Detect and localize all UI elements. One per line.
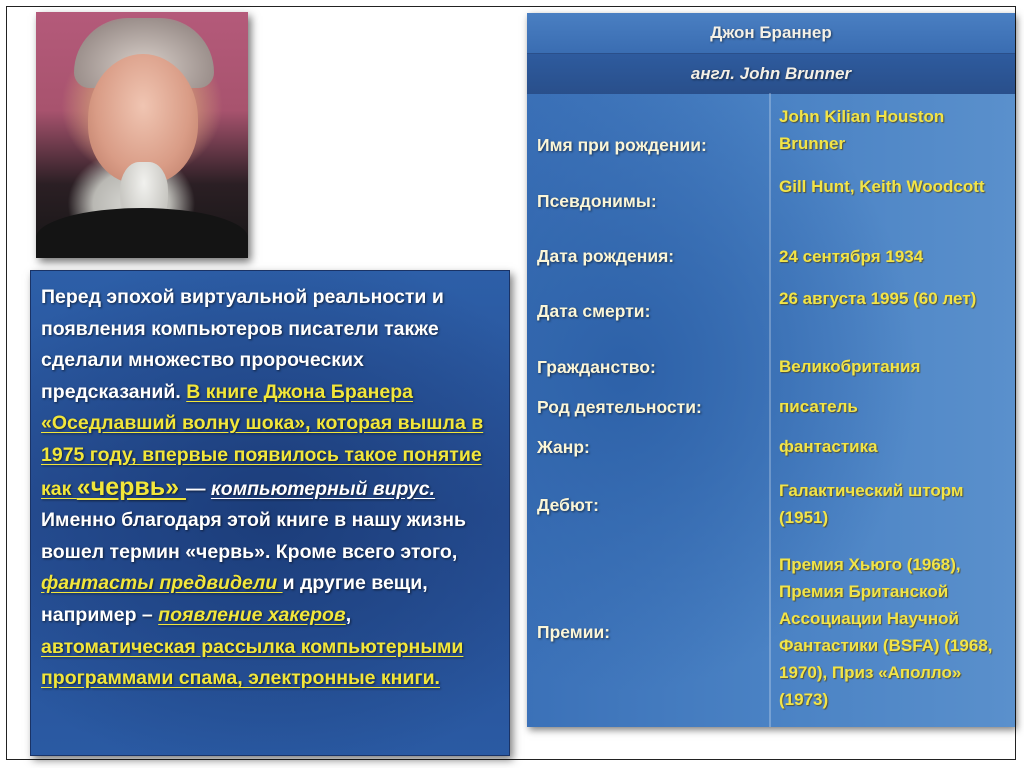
author-portrait [36,12,248,258]
portrait-shirt [36,208,248,258]
foresaw-highlight: фантасты предвидели [41,572,283,595]
row-value: 24 сентября 1934 [779,247,924,266]
row-value: Gill Hunt, Keith Woodcott [779,177,985,196]
row-value: Великобритания [779,357,921,376]
infobox-title: Джон Браннер [527,13,1015,54]
description-panel [30,270,510,756]
row-label: Имя при рождении: [537,134,707,155]
row-value: писатель [779,397,858,416]
book-highlight: В книге Джона Бранера «Оседлавший волну шока», которая вышла в 1975 году, впервые появилось такое понятие как [41,380,484,500]
infobox-row [527,477,1015,533]
infobox-row [527,393,1015,421]
row-label: Дата смерти: [537,300,651,321]
row-label: Дата рождения: [537,245,675,266]
other-things-text: и другие вещи, например – [41,572,428,626]
spam-highlight: автоматическая рассылка компьютерными программами спама, электронные книги. [41,635,464,690]
infobox-row [527,283,1015,339]
row-value: фантастика [779,437,878,456]
row-value: Премия Хьюго (1968), Премия Британской Ассоциации Научной Фантастики (BSFA) (1968, 1970), Приз «Аполло» (1973) [779,555,993,709]
row-label: Дебют: [537,494,599,515]
comma-text: , [345,603,352,626]
worm-origin-text: Именно благодаря этой книге в нашу жизнь вошел термин «червь». Кроме всего этого, [41,509,467,563]
infobox-row [527,353,1015,381]
worm-term: «червь» [76,472,186,501]
infobox-row [527,433,1015,461]
row-label: Псевдонимы: [537,190,657,211]
row-label: Гражданство: [537,356,656,377]
infobox-row [527,173,1015,229]
row-label: Премии: [537,621,611,642]
dash-text: — [185,477,211,500]
virus-term: компьютерный вирус. [210,477,436,500]
description-text [41,282,499,695]
infobox-table [527,13,1015,727]
row-value: Галактический шторм (1951) [779,481,964,527]
infobox-row [527,549,1015,715]
row-label: Род деятельности: [537,396,702,417]
row-value: John Kilian Houston Brunner [779,107,945,153]
infobox-subtitle: англ. John Brunner [527,54,1015,94]
row-label: Жанр: [537,436,590,457]
infobox-row [527,241,1015,271]
row-value: 26 августа 1995 (60 лет) [779,289,977,308]
hackers-highlight: появление хакеров [158,603,346,626]
intro-text: Перед эпохой виртуальной реальности и появления компьютеров писатели также сделали множество пророческих предсказаний. [41,286,444,403]
